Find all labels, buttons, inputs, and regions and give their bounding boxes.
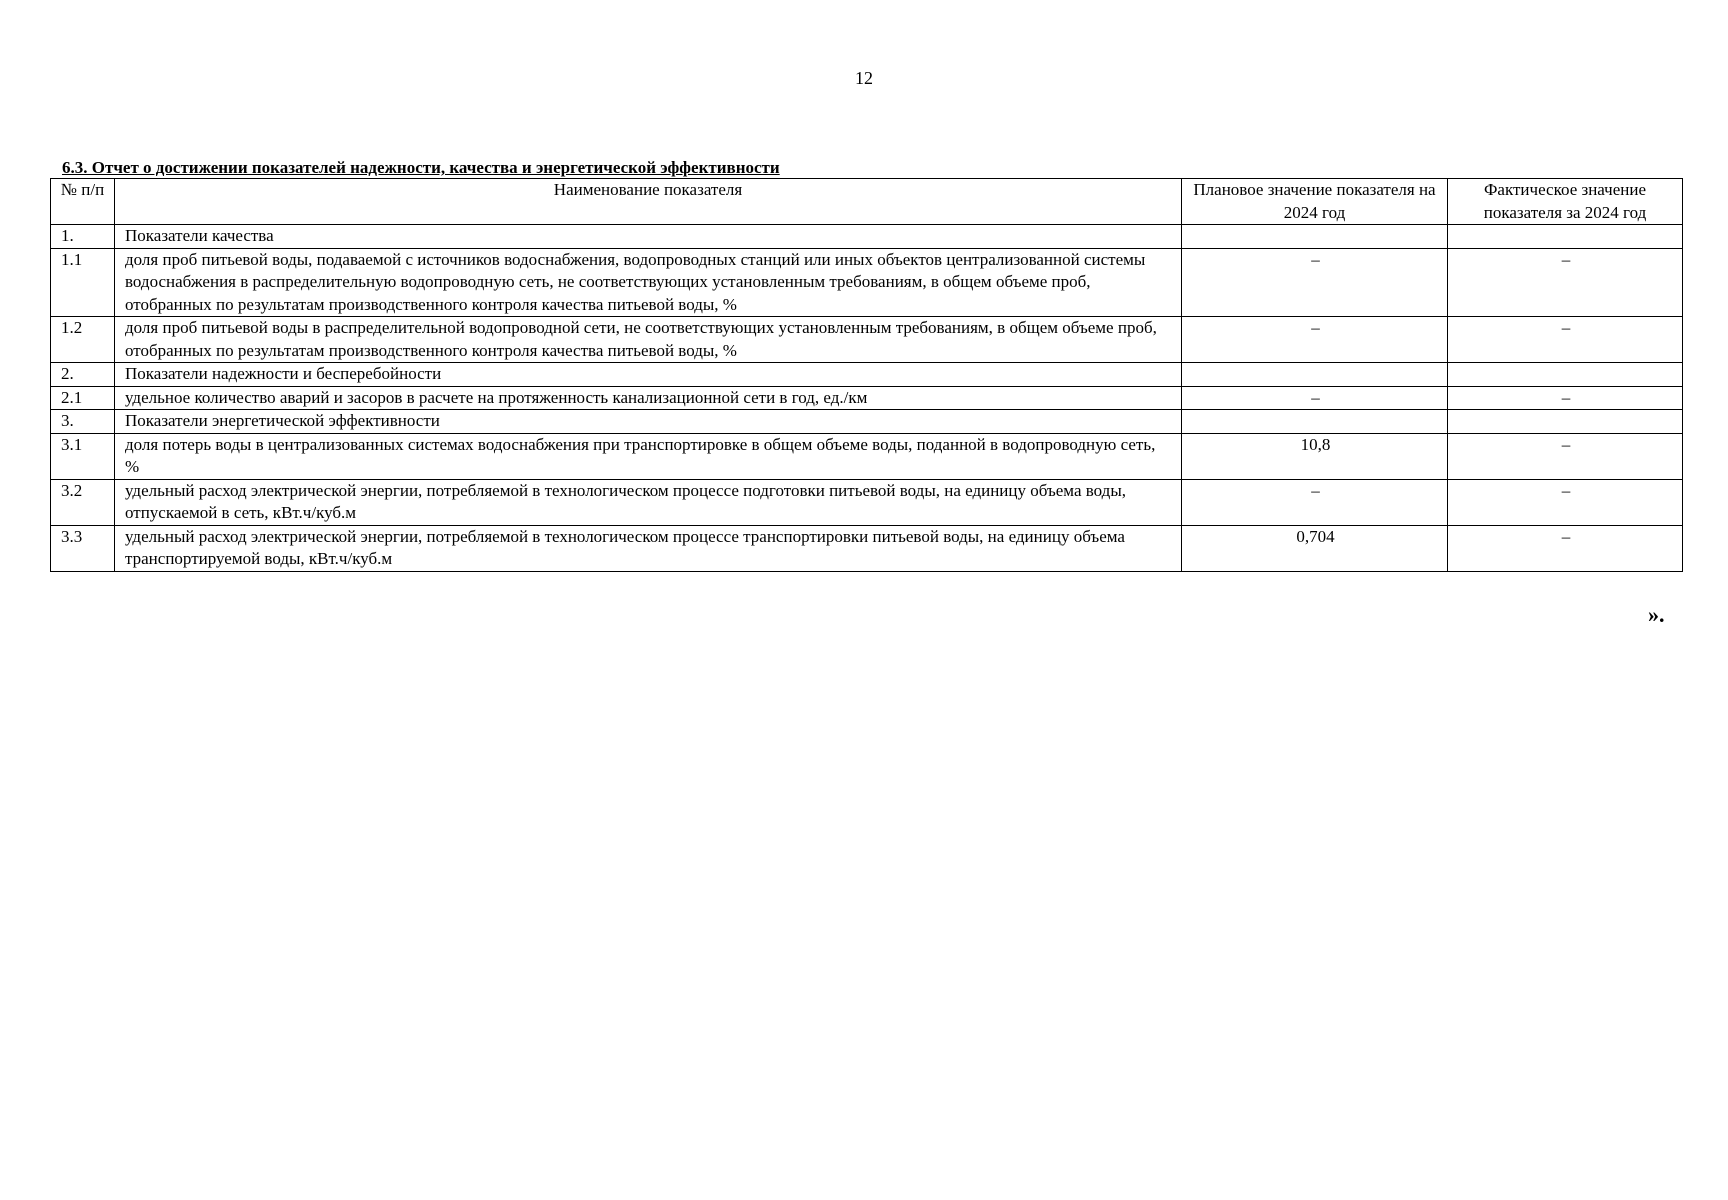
row-name: доля потерь воды в централизованных системах водоснабжения при транспортировке в общем объеме воды, поданной в водопроводную сеть, % bbox=[115, 433, 1182, 479]
row-num: 3.2 bbox=[51, 479, 115, 525]
row-name: Показатели энергетической эффективности bbox=[115, 410, 1182, 434]
indicators-table bbox=[50, 178, 1683, 572]
header-num: № п/п bbox=[51, 179, 115, 225]
table-row bbox=[51, 433, 1683, 479]
row-plan: – bbox=[1182, 248, 1448, 317]
row-num: 3. bbox=[51, 410, 115, 434]
row-fact: – bbox=[1448, 433, 1683, 479]
row-num: 1.1 bbox=[51, 248, 115, 317]
row-num: 1. bbox=[51, 225, 115, 249]
header-plan: Плановое значение показателя на 2024 год bbox=[1182, 179, 1448, 225]
row-fact: – bbox=[1448, 386, 1683, 410]
row-name: Показатели качества bbox=[115, 225, 1182, 249]
row-name: доля проб питьевой воды, подаваемой с источников водоснабжения, водопроводных станций или иных объектов централизованной системы водоснабжения в распределительную водопроводную сеть, не соответствующих установленным требованиям, в общем объеме проб, отобранных по результатам производственного контроля качества питьевой воды, % bbox=[115, 248, 1182, 317]
closing-quote-mark: ». bbox=[1648, 602, 1665, 627]
row-fact: – bbox=[1448, 525, 1683, 571]
page-number: 12 bbox=[855, 68, 873, 88]
row-num: 3.1 bbox=[51, 433, 115, 479]
header-fact: Фактическое значение показателя за 2024 год bbox=[1448, 179, 1683, 225]
header-name: Наименование показателя bbox=[115, 179, 1182, 225]
row-plan: – bbox=[1182, 317, 1448, 363]
row-plan: 10,8 bbox=[1182, 433, 1448, 479]
row-num: 3.3 bbox=[51, 525, 115, 571]
table-row bbox=[51, 479, 1683, 525]
table-row bbox=[51, 410, 1683, 434]
row-name: удельное количество аварий и засоров в расчете на протяженность канализационной сети в год, ед./км bbox=[115, 386, 1182, 410]
row-fact bbox=[1448, 363, 1683, 387]
row-plan: 0,704 bbox=[1182, 525, 1448, 571]
row-plan bbox=[1182, 363, 1448, 387]
row-name: удельный расход электрической энергии, потребляемой в технологическом процессе транспортировки питьевой воды, на единицу объема транспортируемой воды, кВт.ч/куб.м bbox=[115, 525, 1182, 571]
table-row bbox=[51, 386, 1683, 410]
row-num: 2. bbox=[51, 363, 115, 387]
row-fact bbox=[1448, 410, 1683, 434]
row-fact: – bbox=[1448, 479, 1683, 525]
row-name: Показатели надежности и бесперебойности bbox=[115, 363, 1182, 387]
row-num: 2.1 bbox=[51, 386, 115, 410]
row-plan bbox=[1182, 225, 1448, 249]
section-title: 6.3. Отчет о достижении показателей надежности, качества и энергетической эффективности bbox=[62, 158, 780, 177]
table-row bbox=[51, 225, 1683, 249]
row-num: 1.2 bbox=[51, 317, 115, 363]
table-header-row bbox=[51, 179, 1683, 225]
table-row bbox=[51, 363, 1683, 387]
row-fact bbox=[1448, 225, 1683, 249]
row-fact: – bbox=[1448, 317, 1683, 363]
row-plan: – bbox=[1182, 479, 1448, 525]
row-name: доля проб питьевой воды в распределительной водопроводной сети, не соответствующих установленным требованиям, в общем объеме проб, отобранных по результатам производственного контроля качества питьевой воды, % bbox=[115, 317, 1182, 363]
table-row bbox=[51, 525, 1683, 571]
row-fact: – bbox=[1448, 248, 1683, 317]
row-plan: – bbox=[1182, 386, 1448, 410]
table-row bbox=[51, 248, 1683, 317]
table-row bbox=[51, 317, 1683, 363]
row-name: удельный расход электрической энергии, потребляемой в технологическом процессе подготовки питьевой воды, на единицу объема воды, отпускаемой в сеть, кВт.ч/куб.м bbox=[115, 479, 1182, 525]
row-plan bbox=[1182, 410, 1448, 434]
